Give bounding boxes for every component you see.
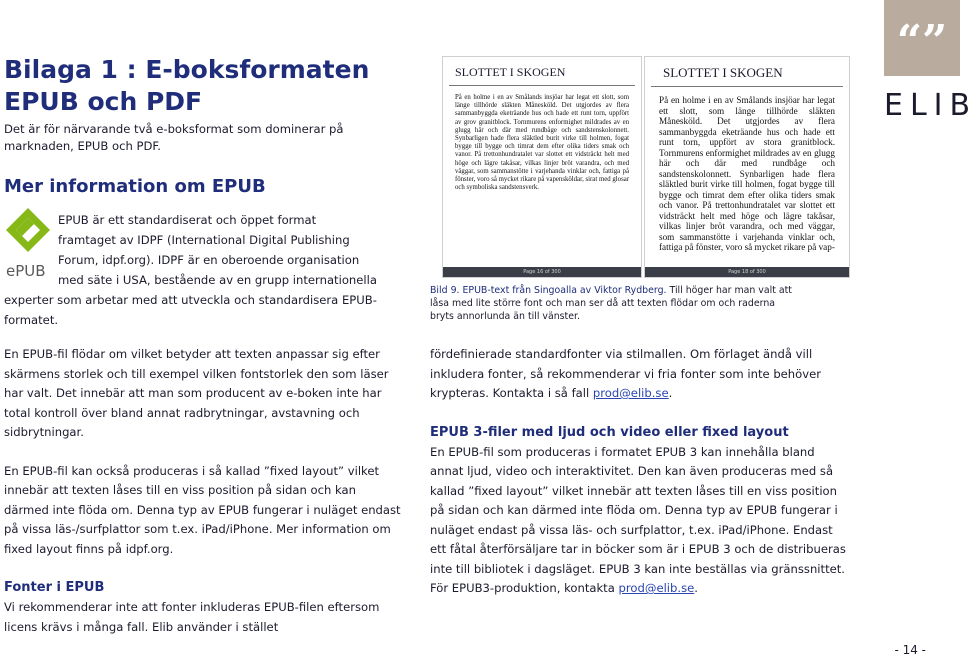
epub3-paragraph bbox=[430, 443, 850, 599]
epub-line-6: formatet. bbox=[4, 313, 59, 327]
quote-mark-icon: “” bbox=[884, 0, 960, 76]
ereader-page-title: SLOTTET I SKOGEN bbox=[651, 57, 843, 87]
punctuation: . bbox=[694, 581, 698, 595]
fonts-continued-text: fördefinierade standardfonter via stilmallen. Om förlaget ändå vill inkludera fonter, så rekommenderar vi fria fonter som inte behöver krypteras. Kontakta i så fall bbox=[430, 347, 822, 400]
left-column bbox=[4, 345, 404, 637]
ereader-page-body: På en holme i en av Smålands insjöar har legat ett slott, som länge tillhörde släkten Månesköld. Det utgjordes av flera sammanbyggda eketräande hus och hade ett runt torn, uppfört av stora granitblock. Tornmurens enformighet mildrades av en glugg här och där med rundbåge och sandstenskolonnett. Synbarligen hade flera släktled burit virke till holmen, fogat bygge till bygge och timrat dem efter olika tiders smak och vanor. På trettonhundratalet var slottet ett vidsträckt helt med höge och lägre takåsar, vilkas linjer bröt varandra, och med väggar, som sammanstötte i varjehanda vinklar och, fattiga på fönster, voro så mycket rikare på vap- bbox=[659, 95, 835, 252]
epub-line-3: Forum, idpf.org). IDPF är en oberoende organisation bbox=[58, 253, 360, 267]
caption-label: Bild 9. EPUB-text från Singoalla av Viktor Rydberg. bbox=[430, 285, 667, 296]
section-heading-more-epub: Mer information om EPUB bbox=[4, 176, 266, 197]
epub3-text: En EPUB-fil som produceras i formatet EPUB 3 kan innehålla bland annat ljud, video och interaktivitet. Den kan även produceras med så kallad ”fixed layout” vilket innebär att texten låses till en viss position på sidan och kan därmed inte flöda om. Denna typ av EPUB fungerar i nuläget endast på vissa läs- och surfplattor, t.ex. iPad/iPhone. Endast ett fåtal återförsäljare tar in böcker som är i EPUB 3 och de distribueras inte till bibliotek i dagsläget. EPUB 3 kan inte beställas via gränssnittet. För EPUB3-produktion, kontakta bbox=[430, 444, 846, 595]
ereader-page-title: SLOTTET I SKOGEN bbox=[449, 57, 635, 86]
main-heading-line1: Bilaga 1 : E-boksformaten bbox=[4, 55, 370, 84]
email-link[interactable]: prod@elib.se bbox=[592, 386, 669, 400]
punctuation: . bbox=[668, 386, 673, 400]
figure-epub-screenshots bbox=[430, 56, 850, 278]
main-heading-line2: EPUB och PDF bbox=[4, 87, 203, 116]
ereader-page-bar: Page 16 of 300 bbox=[443, 267, 641, 277]
epub-line-4: med säte i USA, bestående av en grupp internationella bbox=[58, 273, 377, 287]
epub-line-1: EPUB är ett standardiserat och öppet format bbox=[58, 213, 317, 227]
epub-logo-text: ePUB bbox=[6, 262, 46, 280]
section-heading-epub3: EPUB 3-filer med ljud och video eller fixed layout bbox=[430, 424, 789, 440]
fonts-paragraph: Vi rekommenderar inte att fonter inkluderas EPUB-filen eftersom licens krävs i många fall. Elib använder i stället bbox=[4, 600, 380, 634]
ereader-page-small-font bbox=[442, 56, 642, 278]
email-link[interactable]: prod@elib.se bbox=[618, 581, 695, 595]
caption-text: Till höger har man valt att låsa med lite större font och man ser då att texten flödar om och raderna bryts annorlunda än till vänster. bbox=[430, 285, 792, 322]
fonts-continued-paragraph bbox=[430, 345, 850, 404]
intro-text: Det är för närvarande två e-boksformat som dominerar på marknaden, EPUB och PDF. bbox=[4, 122, 344, 153]
ereader-page-bar: Page 18 of 300 bbox=[645, 267, 849, 277]
epub-line-5: experter som arbetar med att utveckla och standardisera EPUB- bbox=[4, 293, 377, 307]
epub-line-2: framtaget av IDPF (International Digital Publishing bbox=[58, 233, 350, 247]
page-number: - 14 - bbox=[894, 643, 926, 657]
main-heading bbox=[4, 54, 424, 118]
fixed-layout-paragraph: En EPUB-fil kan också produceras i så kallad ”fixed layout” vilket innebär att texten låses till en viss position på sidan och kan därmed inte flöda om. Denna typ av EPUB fungerar i nuläget endast på vissa läs-/surfplattor som t.ex. iPad/iPhone. Mer information om fixed layout finns på idpf.org. bbox=[4, 463, 401, 556]
reflow-paragraph: En EPUB-fil flödar om vilket betyder att texten anpassar sig efter skärmens storlek och till exempel vilken fontstorlek den som läser har valt. Det innebär att man som producent av e-boken inte har total kontroll över bland annat radbrytningar, avstavning och sidbrytningar. bbox=[4, 347, 389, 439]
elib-logo: ELIB bbox=[884, 88, 977, 123]
right-column bbox=[430, 345, 850, 599]
section-heading-fonts: Fonter i EPUB bbox=[4, 580, 105, 595]
figure-caption bbox=[430, 284, 800, 323]
ereader-page-body: På en holme i en av Smålands insjöar har legat ett slott, som länge tillhörde släkten Månesköld. Det utgjordes av flera sammanbyggda eketräande hus och hade ett runt torn, uppfört av grov granitblock. Tornmurens enformighet mildrades av en glugg här och där med rundbåge och sandstenskolonnett. Synbarligen hade flera släktled burit virke till holmen, fogat bygge till bygge och timrat dem efter olika tiders smak och vanor. På trettonhundratalet var slottet ett vidsträckt helt med höge och lägre takåsar, vilkas linjer bröt varandra, och med väggar, som sammanstötte i varjehanda vinklar och, fattiga på fönster, voro så mycket rikare på vapensköldar, sirat med glosar och symboliska sandstensverk. bbox=[455, 94, 629, 192]
epub-description bbox=[4, 210, 414, 330]
ereader-page-large-font bbox=[644, 56, 850, 278]
